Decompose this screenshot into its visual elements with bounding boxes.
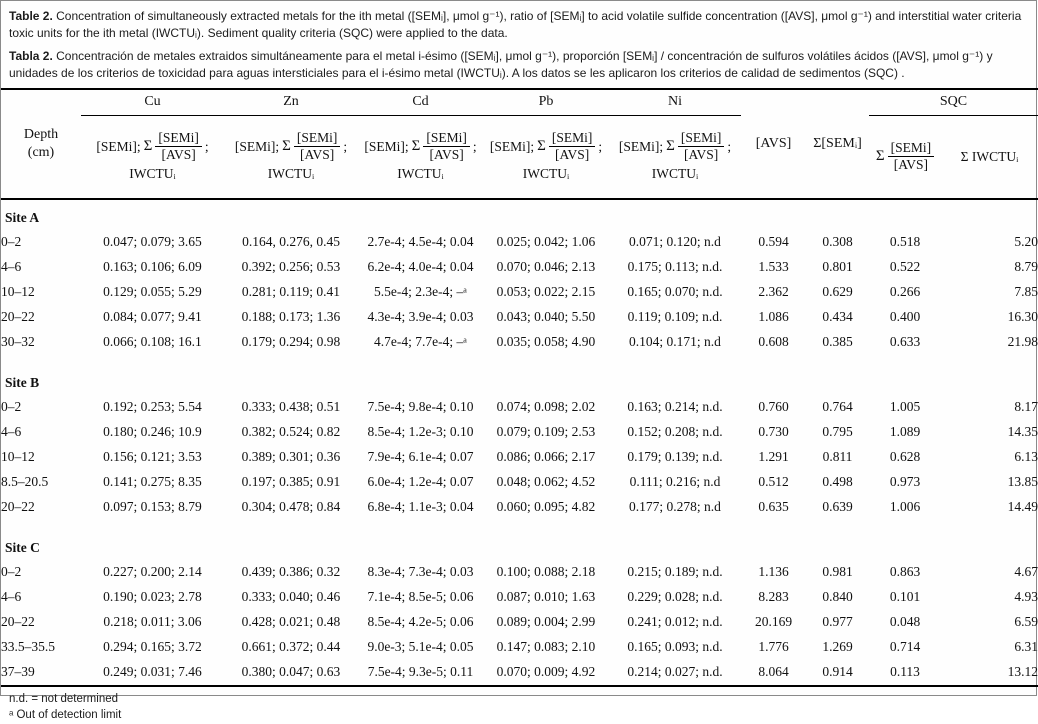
cd-cell: 7.1e-4; 8.5e-5; 0.06 <box>367 589 474 605</box>
sqc-iwctu-cell: 14.49 <box>1007 499 1038 515</box>
footnotes <box>1 687 1036 724</box>
ni-cell: 0.163; 0.214; n.d. <box>627 399 723 415</box>
avs-cell: 8.283 <box>758 589 789 605</box>
caption-block <box>1 1 1036 83</box>
cu-cell: 0.192; 0.253; 5.54 <box>103 399 202 415</box>
sum-sem-cell: 0.811 <box>822 449 853 465</box>
pb-cell: 0.035; 0.058; 4.90 <box>496 334 596 350</box>
sum-sem-avs-formula <box>869 141 941 172</box>
cd-formula-header <box>358 115 483 199</box>
sigma-symbol: Σ <box>282 138 291 155</box>
table-row <box>1 585 1038 610</box>
zn-cell: 0.392; 0.256; 0.53 <box>241 259 341 275</box>
avs-header: [AVS] <box>741 89 806 199</box>
sem-avs-fraction <box>678 131 725 162</box>
depth-cell: 0–2 <box>1 399 22 415</box>
cu-cell: 0.129; 0.055; 5.29 <box>103 284 202 300</box>
sem-avs-fraction <box>549 131 596 162</box>
iwctu-label: IWCTUᵢ <box>651 166 699 182</box>
pb-cell: 0.087; 0.010; 1.63 <box>496 589 596 605</box>
fraction-numerator: [SEMi] <box>678 131 725 147</box>
sqc-iwctu-cell: 6.13 <box>1014 449 1038 465</box>
sqc-ratio-cell: 0.973 <box>889 474 921 490</box>
sqc-ratio-cell: 1.089 <box>889 424 921 440</box>
pb-cell: 0.070; 0.009; 4.92 <box>496 664 596 680</box>
sum-sem-header: Σ[SEMᵢ] <box>806 89 869 199</box>
ni-cell: 0.111; 0.216; n.d <box>629 474 721 490</box>
sqc-ratio-cell: 0.400 <box>889 309 921 325</box>
pb-cell: 0.048; 0.062; 4.52 <box>496 474 596 490</box>
sem-avs-formula <box>81 131 224 162</box>
sqc-iwctu-cell: 16.30 <box>1007 309 1038 325</box>
metal-header-zn: Zn <box>224 89 358 116</box>
cu-cell: 0.163; 0.106; 6.09 <box>103 259 202 275</box>
sum-sem-cell: 0.981 <box>822 564 853 580</box>
sqc-ratio-cell: 0.101 <box>889 589 921 605</box>
sem-avs-formula <box>358 131 483 162</box>
sum-sem-cell: 0.385 <box>822 334 853 350</box>
avs-cell: 0.730 <box>758 424 789 440</box>
sqc-iwctu-cell: 6.31 <box>1014 639 1038 655</box>
cu-cell: 0.249; 0.031; 7.46 <box>103 664 202 680</box>
sum-sem-cell: 0.840 <box>822 589 853 605</box>
depth-cell: 10–12 <box>1 449 35 465</box>
caption-spanish-label: Tabla 2. <box>9 48 53 63</box>
sqc-iwctu-cell: 21.98 <box>1007 334 1038 350</box>
sum-sem-cell: 0.629 <box>822 284 853 300</box>
sem-avs-fraction <box>294 131 341 162</box>
sqc-ratio-cell: 0.048 <box>889 614 921 630</box>
depth-cell: 10–12 <box>1 284 35 300</box>
sqc-ratio-header <box>869 115 941 199</box>
depth-cell: 8.5–20.5 <box>1 474 49 490</box>
sqc-iwctu-cell: 7.85 <box>1014 284 1038 300</box>
pb-cell: 0.079; 0.109; 2.53 <box>496 424 596 440</box>
ni-cell: 0.214; 0.027; n.d. <box>627 664 723 680</box>
fraction-numerator: [SEMi] <box>294 131 341 147</box>
depth-header-line1: Depth <box>23 127 59 143</box>
sem-label: [SEMi]; <box>618 138 664 154</box>
cd-cell: 6.0e-4; 1.2e-4; 0.07 <box>367 474 474 490</box>
table-row <box>1 230 1038 255</box>
pb-cell: 0.100; 0.088; 2.18 <box>496 564 596 580</box>
fraction-numerator: [SEMi] <box>423 131 470 147</box>
sqc-ratio-cell: 0.266 <box>889 284 921 300</box>
sqc-iwctu-cell: 13.85 <box>1007 474 1038 490</box>
avs-cell: 2.362 <box>758 284 789 300</box>
sqc-ratio-cell: 0.628 <box>889 449 921 465</box>
depth-cell: 20–22 <box>1 614 35 630</box>
zn-cell: 0.197; 0.385; 0.91 <box>241 474 341 490</box>
pb-cell: 0.060; 0.095; 4.82 <box>496 499 596 515</box>
avs-cell: 0.760 <box>758 399 789 415</box>
fraction-denominator: [AVS] <box>683 147 719 163</box>
table-row <box>1 395 1038 420</box>
sum-sem-cell: 0.308 <box>822 234 853 250</box>
fraction-denominator: [AVS] <box>161 147 196 163</box>
cd-cell: 8.5e-4; 4.2e-5; 0.06 <box>367 614 474 630</box>
avs-cell: 1.533 <box>758 259 789 275</box>
metal-group-header-row <box>1 89 1038 116</box>
site-label: Site B <box>5 374 40 390</box>
depth-cell: 20–22 <box>1 499 35 515</box>
depth-header-line2: (cm) <box>27 144 55 160</box>
sqc-iwctu-cell: 4.67 <box>1014 564 1038 580</box>
formula-header-row <box>1 115 1038 199</box>
caption-english-text: Concentration of simultaneously extracted metals for the ith metal ([SEMᵢ], μmol g⁻¹), ratio of [SEMᵢ] to acid volatile sulfide concentration ([AVS], μmol g⁻¹) and interstitial water criteria toxic units for the ith metal (IWCTUᵢ). Sediment quality criteria (SQC) were applied to the data. <box>9 9 1022 41</box>
site-label: Site A <box>5 209 40 225</box>
sum-sem-cell: 0.977 <box>822 614 853 630</box>
table-row <box>1 305 1038 330</box>
table-row <box>1 495 1038 520</box>
ni-formula-header <box>609 115 741 199</box>
sqc-iwctu-cell: 6.59 <box>1014 614 1038 630</box>
fraction-denominator: [AVS] <box>893 157 928 173</box>
cu-cell: 0.097; 0.153; 8.79 <box>103 499 202 515</box>
sigma-symbol: Σ <box>411 138 421 155</box>
ni-cell: 0.165; 0.070; n.d. <box>627 284 723 300</box>
sigma-symbol: Σ <box>143 138 153 155</box>
cu-cell: 0.066; 0.108; 16.1 <box>103 334 202 350</box>
spacer-cell <box>1 520 1038 530</box>
ni-cell: 0.152; 0.208; n.d. <box>627 424 723 440</box>
depth-cell: 37–39 <box>1 664 35 680</box>
cd-cell: 7.5e-4; 9.8e-4; 0.10 <box>367 399 474 415</box>
formula-suffix: ; <box>727 138 732 154</box>
site-label-row <box>1 530 1038 560</box>
sqc-iwctu-cell: 8.17 <box>1014 399 1038 415</box>
table-row <box>1 610 1038 635</box>
cd-cell: 2.7e-4; 4.5e-4; 0.04 <box>367 234 474 250</box>
section-spacer <box>1 355 1038 365</box>
pb-cell: 0.089; 0.004; 2.99 <box>496 614 596 630</box>
table-row <box>1 560 1038 585</box>
depth-cell: 4–6 <box>1 259 22 275</box>
zn-cell: 0.164, 0.276, 0.45 <box>242 234 340 250</box>
caption-spanish-text: Concentración de metales extraidos simultáneamente para el metal i-ésimo ([SEMᵢ], μmol g⁻¹), proporción [SEMᵢ] / concentración de sulfuros volátiles ácidos ([AVS], μmol g⁻¹) y unidades de los criterios de toxicidad para aguas intersticiales para el i-ésimo metal (IWCTUᵢ). A los datos se les aplicaron los criterios de calidad de sedimentos (SQC) . <box>9 48 993 81</box>
sem-label: [SEMi]; <box>489 138 535 154</box>
ni-cell: 0.165; 0.093; n.d. <box>627 639 723 655</box>
table-row <box>1 255 1038 280</box>
spacer-cell <box>1 355 1038 365</box>
formula-suffix: ; <box>343 138 348 154</box>
cd-cell: 6.8e-4; 1.1e-3; 0.04 <box>367 499 474 515</box>
ni-cell: 0.175; 0.113; n.d. <box>627 259 723 275</box>
table-row <box>1 660 1038 686</box>
ni-cell: 0.071; 0.120; n.d <box>629 234 721 250</box>
cu-cell: 0.294; 0.165; 3.72 <box>103 639 202 655</box>
cu-cell: 0.180; 0.246; 10.9 <box>103 424 202 440</box>
depth-cell: 33.5–35.5 <box>1 639 55 655</box>
zn-cell: 0.304; 0.478; 0.84 <box>241 499 341 515</box>
table-row <box>1 330 1038 355</box>
fraction-numerator: [SEMi] <box>549 131 596 147</box>
sem-avs-fraction <box>888 141 935 172</box>
sem-label: [SEMi]; <box>234 138 280 154</box>
iwctu-label: IWCTUᵢ <box>397 166 444 182</box>
cu-cell: 0.047; 0.079; 3.65 <box>103 234 202 250</box>
sqc-iwctu-cell: 8.79 <box>1014 259 1038 275</box>
table-row <box>1 445 1038 470</box>
caption-spanish <box>9 48 1026 83</box>
sum-sem-cell: 0.801 <box>822 259 853 275</box>
table-body <box>1 199 1038 686</box>
sum-sem-cell: 0.795 <box>822 424 853 440</box>
section-spacer <box>1 520 1038 530</box>
depth-header <box>1 89 81 199</box>
cu-cell: 0.141; 0.275; 8.35 <box>103 474 202 490</box>
sigma-symbol: Σ <box>666 138 675 155</box>
sum-sem-cell: 1.269 <box>822 639 853 655</box>
table-row <box>1 635 1038 660</box>
fraction-numerator: [SEMi] <box>888 141 935 157</box>
ni-cell: 0.215; 0.189; n.d. <box>627 564 723 580</box>
site-label-row <box>1 365 1038 395</box>
avs-cell: 20.169 <box>754 614 793 630</box>
ni-cell: 0.229; 0.028; n.d. <box>627 589 723 605</box>
sqc-group-header: SQC <box>869 89 1038 116</box>
zn-cell: 0.188; 0.173; 1.36 <box>241 309 341 325</box>
cd-cell: 7.9e-4; 6.1e-4; 0.07 <box>367 449 474 465</box>
sqc-ratio-cell: 0.714 <box>889 639 921 655</box>
sum-sem-cell: 0.434 <box>822 309 853 325</box>
pb-cell: 0.074; 0.098; 2.02 <box>496 399 596 415</box>
sqc-iwctu-header: Σ IWCTUᵢ <box>941 115 1038 199</box>
sqc-iwctu-cell: 5.20 <box>1014 234 1038 250</box>
zn-cell: 0.389; 0.301; 0.36 <box>241 449 341 465</box>
cu-cell: 0.190; 0.023; 2.78 <box>103 589 202 605</box>
sqc-iwctu-cell: 4.93 <box>1014 589 1038 605</box>
zn-cell: 0.382; 0.524; 0.82 <box>241 424 341 440</box>
sem-label: [SEMi]; <box>364 138 409 154</box>
sum-sem-cell: 0.639 <box>822 499 853 515</box>
cd-cell: 8.3e-4; 7.3e-4; 0.03 <box>367 564 474 580</box>
cu-cell: 0.227; 0.200; 2.14 <box>103 564 202 580</box>
pb-formula-header <box>483 115 609 199</box>
ni-cell: 0.241; 0.012; n.d. <box>627 614 723 630</box>
pb-cell: 0.043; 0.040; 5.50 <box>496 309 596 325</box>
site-label: Site C <box>5 539 40 555</box>
depth-cell: 4–6 <box>1 589 22 605</box>
avs-cell: 0.635 <box>758 499 789 515</box>
sqc-ratio-cell: 0.863 <box>889 564 921 580</box>
iwctu-label: IWCTUᵢ <box>522 166 570 182</box>
cu-cell: 0.084; 0.077; 9.41 <box>103 309 202 325</box>
fraction-numerator: [SEMi] <box>155 131 202 147</box>
pb-cell: 0.025; 0.042; 1.06 <box>496 234 596 250</box>
cd-cell: 8.5e-4; 1.2e-3; 0.10 <box>367 424 474 440</box>
footnote-detection-limit: ᵃ Out of detection limit <box>9 709 122 722</box>
ni-cell: 0.177; 0.278; n.d <box>629 499 721 515</box>
avs-cell: 1.136 <box>758 564 789 580</box>
formula-suffix: ; <box>204 138 209 154</box>
zn-cell: 0.281; 0.119; 0.41 <box>241 284 341 300</box>
sum-sem-cell: 0.498 <box>822 474 853 490</box>
avs-cell: 0.512 <box>758 474 789 490</box>
depth-cell: 4–6 <box>1 424 22 440</box>
avs-cell: 0.594 <box>758 234 789 250</box>
table-row <box>1 420 1038 445</box>
formula-suffix: ; <box>598 138 603 154</box>
avs-cell: 1.776 <box>758 639 789 655</box>
cd-cell: 5.5e-4; 2.3e-4; –ᵃ <box>374 284 467 300</box>
zn-cell: 0.179; 0.294; 0.98 <box>241 334 341 350</box>
formula-suffix: ; <box>472 138 477 154</box>
cd-cell: 6.2e-4; 4.0e-4; 0.04 <box>367 259 474 275</box>
sqc-iwctu-cell: 13.12 <box>1007 664 1038 680</box>
zn-cell: 0.380; 0.047; 0.63 <box>241 664 341 680</box>
zn-cell: 0.428; 0.021; 0.48 <box>241 614 341 630</box>
iwctu-label: IWCTUᵢ <box>267 166 315 182</box>
ni-cell: 0.179; 0.139; n.d. <box>627 449 723 465</box>
sum-sem-cell: 0.914 <box>822 664 853 680</box>
footnote-nd: n.d. = not determined <box>9 692 119 705</box>
cd-cell: 9.0e-3; 5.1e-4; 0.05 <box>367 639 474 655</box>
fraction-denominator: [AVS] <box>554 147 590 163</box>
sqc-ratio-cell: 0.518 <box>889 234 921 250</box>
sqc-ratio-cell: 0.522 <box>889 259 921 275</box>
zn-cell: 0.439; 0.386; 0.32 <box>241 564 341 580</box>
sqc-ratio-cell: 0.633 <box>889 334 921 350</box>
sum-sem-cell: 0.764 <box>822 399 853 415</box>
zn-cell: 0.661; 0.372; 0.44 <box>241 639 341 655</box>
fraction-denominator: [AVS] <box>299 147 335 163</box>
zn-cell: 0.333; 0.438; 0.51 <box>241 399 341 415</box>
sem-avs-fraction <box>423 131 470 162</box>
metal-header-cd: Cd <box>358 89 483 116</box>
pb-cell: 0.053; 0.022; 2.15 <box>496 284 596 300</box>
avs-cell: 1.291 <box>758 449 789 465</box>
pb-cell: 0.086; 0.066; 2.17 <box>496 449 596 465</box>
avs-cell: 0.608 <box>758 334 789 350</box>
avs-cell: 8.064 <box>758 664 789 680</box>
cd-cell: 4.7e-4; 7.7e-4; –ᵃ <box>374 334 467 350</box>
sqc-ratio-cell: 1.006 <box>889 499 921 515</box>
depth-cell: 20–22 <box>1 309 35 325</box>
ni-cell: 0.119; 0.109; n.d. <box>627 309 723 325</box>
metals-concentration-table <box>1 88 1038 687</box>
site-label-row <box>1 199 1038 230</box>
zn-cell: 0.333; 0.040; 0.46 <box>241 589 341 605</box>
depth-cell: 0–2 <box>1 234 22 250</box>
sqc-ratio-cell: 1.005 <box>889 399 921 415</box>
sigma-symbol: Σ <box>537 138 546 155</box>
cd-cell: 7.5e-4; 9.3e-5; 0.11 <box>367 664 474 680</box>
fraction-denominator: [AVS] <box>429 147 464 163</box>
ni-cell: 0.104; 0.171; n.d <box>629 334 721 350</box>
cu-cell: 0.218; 0.011; 3.06 <box>103 614 202 630</box>
sem-avs-formula <box>609 131 741 162</box>
caption-english-label: Table 2. <box>9 9 53 23</box>
avs-cell: 1.086 <box>758 309 789 325</box>
table-row <box>1 280 1038 305</box>
pb-cell: 0.070; 0.046; 2.13 <box>496 259 596 275</box>
depth-cell: 0–2 <box>1 564 22 580</box>
cd-cell: 4.3e-4; 3.9e-4; 0.03 <box>367 309 474 325</box>
caption-english <box>9 8 1026 43</box>
sqc-ratio-cell: 0.113 <box>890 664 920 680</box>
sqc-iwctu-cell: 14.35 <box>1007 424 1038 440</box>
metal-header-ni: Ni <box>609 89 741 116</box>
cu-cell: 0.156; 0.121; 3.53 <box>103 449 202 465</box>
sigma-symbol: Σ <box>875 148 885 165</box>
depth-cell: 30–32 <box>1 334 35 350</box>
metal-header-pb: Pb <box>483 89 609 116</box>
sem-avs-formula <box>483 131 609 162</box>
zn-formula-header <box>224 115 358 199</box>
table-row <box>1 470 1038 495</box>
cu-formula-header <box>81 115 224 199</box>
sem-avs-fraction <box>155 131 202 162</box>
metal-header-cu: Cu <box>81 89 224 116</box>
sem-avs-formula <box>224 131 358 162</box>
sem-label: [SEMi]; <box>96 138 141 154</box>
iwctu-label: IWCTUᵢ <box>129 166 176 182</box>
pb-cell: 0.147; 0.083; 2.10 <box>496 639 596 655</box>
